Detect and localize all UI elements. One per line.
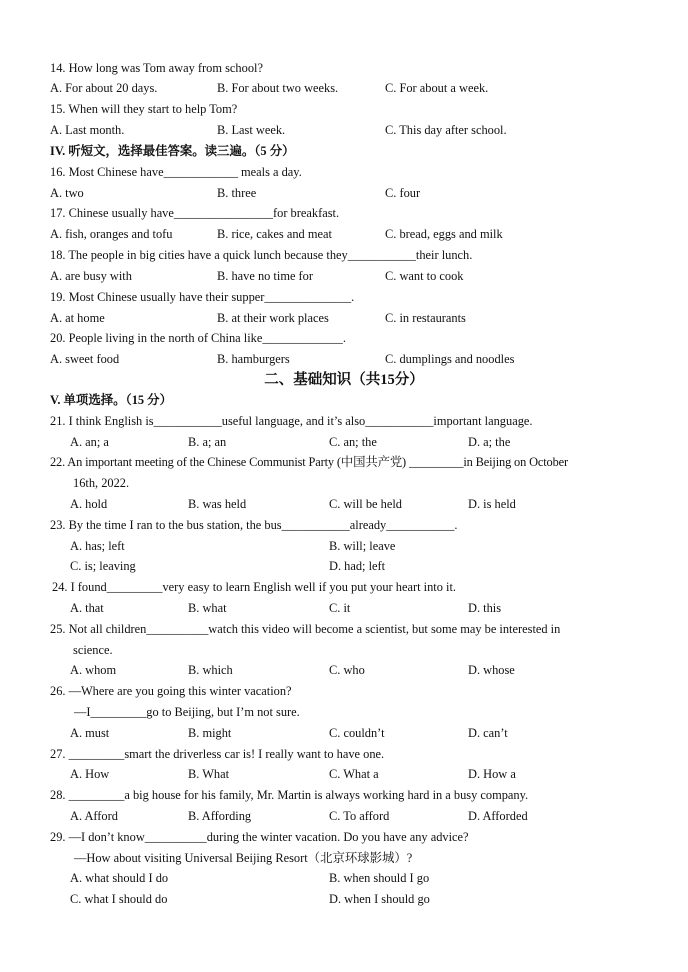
section-title: V. 单项选择。（15 分） (50, 393, 172, 407)
question-text: 24. I found_________very easy to learn English well if you put your heart into it. (52, 580, 456, 594)
option-c: C. want to cook (385, 269, 464, 283)
option-c: C. an; the (329, 435, 377, 449)
option-b: B. What (188, 767, 230, 781)
option-a: A. How (70, 767, 110, 781)
option-c: C. For about a week. (385, 81, 489, 95)
option-d: D. is held (468, 497, 516, 511)
section-title: IV. 听短文，选择最佳答案。读三遍。（5 分） (50, 144, 295, 158)
option-c: C. in restaurants (385, 311, 466, 325)
question-25-continued (0, 640, 688, 660)
option-a: A. at home (50, 311, 105, 325)
question-text-continued: —How about visiting Universal Beijing Resort（北京环球影城）? (74, 851, 413, 865)
option-a: A. fish, oranges and tofu (50, 227, 173, 241)
option-a: A. that (70, 601, 104, 615)
option-d: D. whose (468, 663, 515, 677)
question-text: 26. —Where are you going this winter vacation? (50, 684, 292, 698)
option-a: A. Afford (70, 809, 118, 823)
part-two-title: 二、基础知识（共15分） (264, 372, 424, 388)
option-d: D. Afforded (468, 809, 528, 823)
question-text: 28. _________a big house for his family, Mr. Martin is always working hard in a busy company. (50, 788, 529, 802)
option-b: B. Affording (188, 809, 252, 823)
option-b: B. three (217, 186, 257, 200)
question-26-dialogue (0, 702, 688, 722)
options-29-row1 (0, 868, 688, 888)
question-16 (0, 162, 688, 182)
options-21 (0, 432, 688, 452)
option-b: B. was held (188, 497, 247, 511)
option-c: C. This day after school. (385, 123, 507, 137)
option-a: A. Last month. (50, 123, 125, 137)
option-c: C. who (329, 663, 365, 677)
section-iv-heading (0, 141, 688, 161)
question-22 (0, 452, 688, 472)
question-text: 27. _________smart the driverless car is! I really want to have one. (50, 747, 385, 761)
question-text: 19. Most Chinese usually have their supper______________. (50, 290, 355, 304)
section-v-heading (0, 390, 688, 410)
question-26 (0, 681, 688, 701)
option-b: B. at their work places (217, 311, 329, 325)
options-16 (0, 183, 688, 203)
option-c: C. To afford (329, 809, 390, 823)
option-a: A. are busy with (50, 269, 132, 283)
question-17 (0, 203, 688, 223)
options-24 (0, 598, 688, 618)
question-text: 29. —I don’t know__________during the winter vacation. Do you have any advice? (50, 830, 469, 844)
option-a: A. an; a (70, 435, 109, 449)
question-28 (0, 785, 688, 805)
question-text-continued: —I_________go to Beijing, but I’m not sure. (74, 705, 300, 719)
option-d: D. a; the (468, 435, 511, 449)
question-29 (0, 827, 688, 847)
option-b: B. when should I go (329, 871, 430, 885)
option-a: A. sweet food (50, 352, 120, 366)
question-29-dialogue (0, 848, 688, 868)
option-c: C. will be held (329, 497, 402, 511)
question-text: 18. The people in big cities have a quick lunch because they___________their lunch. (50, 248, 473, 262)
option-d: D. had; left (329, 559, 386, 573)
question-text: 23. By the time I ran to the bus station, the bus___________already___________. (50, 518, 458, 532)
option-a: A. has; left (70, 539, 125, 553)
options-14 (0, 78, 688, 98)
options-19 (0, 308, 688, 328)
question-text: 21. I think English is___________useful language, and it’s also___________important language. (50, 414, 533, 428)
option-a: A. two (50, 186, 84, 200)
option-d: D. How a (468, 767, 516, 781)
option-c: C. What a (329, 767, 379, 781)
option-c: C. what I should do (70, 892, 168, 906)
question-text-continued: science. (73, 643, 113, 657)
question-text: 15. When will they start to help Tom? (50, 102, 238, 116)
option-a: A. For about 20 days. (50, 81, 158, 95)
question-15 (0, 99, 688, 119)
options-20 (0, 349, 688, 369)
option-b: B. have no time for (217, 269, 314, 283)
option-d: D. when I should go (329, 892, 430, 906)
options-28 (0, 806, 688, 826)
question-20 (0, 328, 688, 348)
options-23-row1 (0, 536, 688, 556)
option-b: B. a; an (188, 435, 227, 449)
question-27 (0, 744, 688, 764)
option-d: D. can’t (468, 726, 508, 740)
question-text: 17. Chinese usually have________________for breakfast. (50, 206, 340, 220)
options-26 (0, 723, 688, 743)
question-text: 14. How long was Tom away from school? (50, 61, 263, 75)
option-b: B. what (188, 601, 227, 615)
options-18 (0, 266, 688, 286)
option-a: A. what should I do (70, 871, 169, 885)
option-b: B. might (188, 726, 232, 740)
question-25 (0, 619, 688, 639)
option-b: B. which (188, 663, 233, 677)
option-c: C. couldn’t (329, 726, 385, 740)
options-15 (0, 120, 688, 140)
option-c: C. four (385, 186, 421, 200)
question-text-continued: 16th, 2022. (73, 476, 130, 490)
option-c: C. is; leaving (70, 559, 136, 573)
option-b: B. hamburgers (217, 352, 290, 366)
option-a: A. hold (70, 497, 108, 511)
question-22-continued (0, 473, 688, 493)
question-text: 25. Not all children__________watch this video will become a scientist, but some may be interested in (50, 622, 561, 636)
option-a: A. whom (70, 663, 117, 677)
option-d: D. this (468, 601, 502, 615)
options-25 (0, 660, 688, 680)
option-b: B. For about two weeks. (217, 81, 339, 95)
option-c: C. dumplings and noodles (385, 352, 515, 366)
question-text: 16. Most Chinese have____________ meals a day. (50, 165, 302, 179)
question-19 (0, 287, 688, 307)
option-b: B. Last week. (217, 123, 286, 137)
question-text: 22. An important meeting of the Chinese Communist Party (中国共产党) _________in Beijing on October (50, 455, 568, 469)
option-c: C. it (329, 601, 351, 615)
options-29-row2 (0, 889, 688, 909)
option-c: C. bread, eggs and milk (385, 227, 503, 241)
options-17 (0, 224, 688, 244)
options-23-row2 (0, 556, 688, 576)
question-14 (0, 58, 688, 78)
question-18 (0, 245, 688, 265)
options-27 (0, 764, 688, 784)
question-24 (0, 577, 688, 597)
question-text: 20. People living in the north of China like_____________. (50, 331, 346, 345)
question-23 (0, 515, 688, 535)
option-b: B. rice, cakes and meat (217, 227, 332, 241)
option-a: A. must (70, 726, 110, 740)
options-22 (0, 494, 688, 514)
question-21 (0, 411, 688, 431)
option-b: B. will; leave (329, 539, 396, 553)
